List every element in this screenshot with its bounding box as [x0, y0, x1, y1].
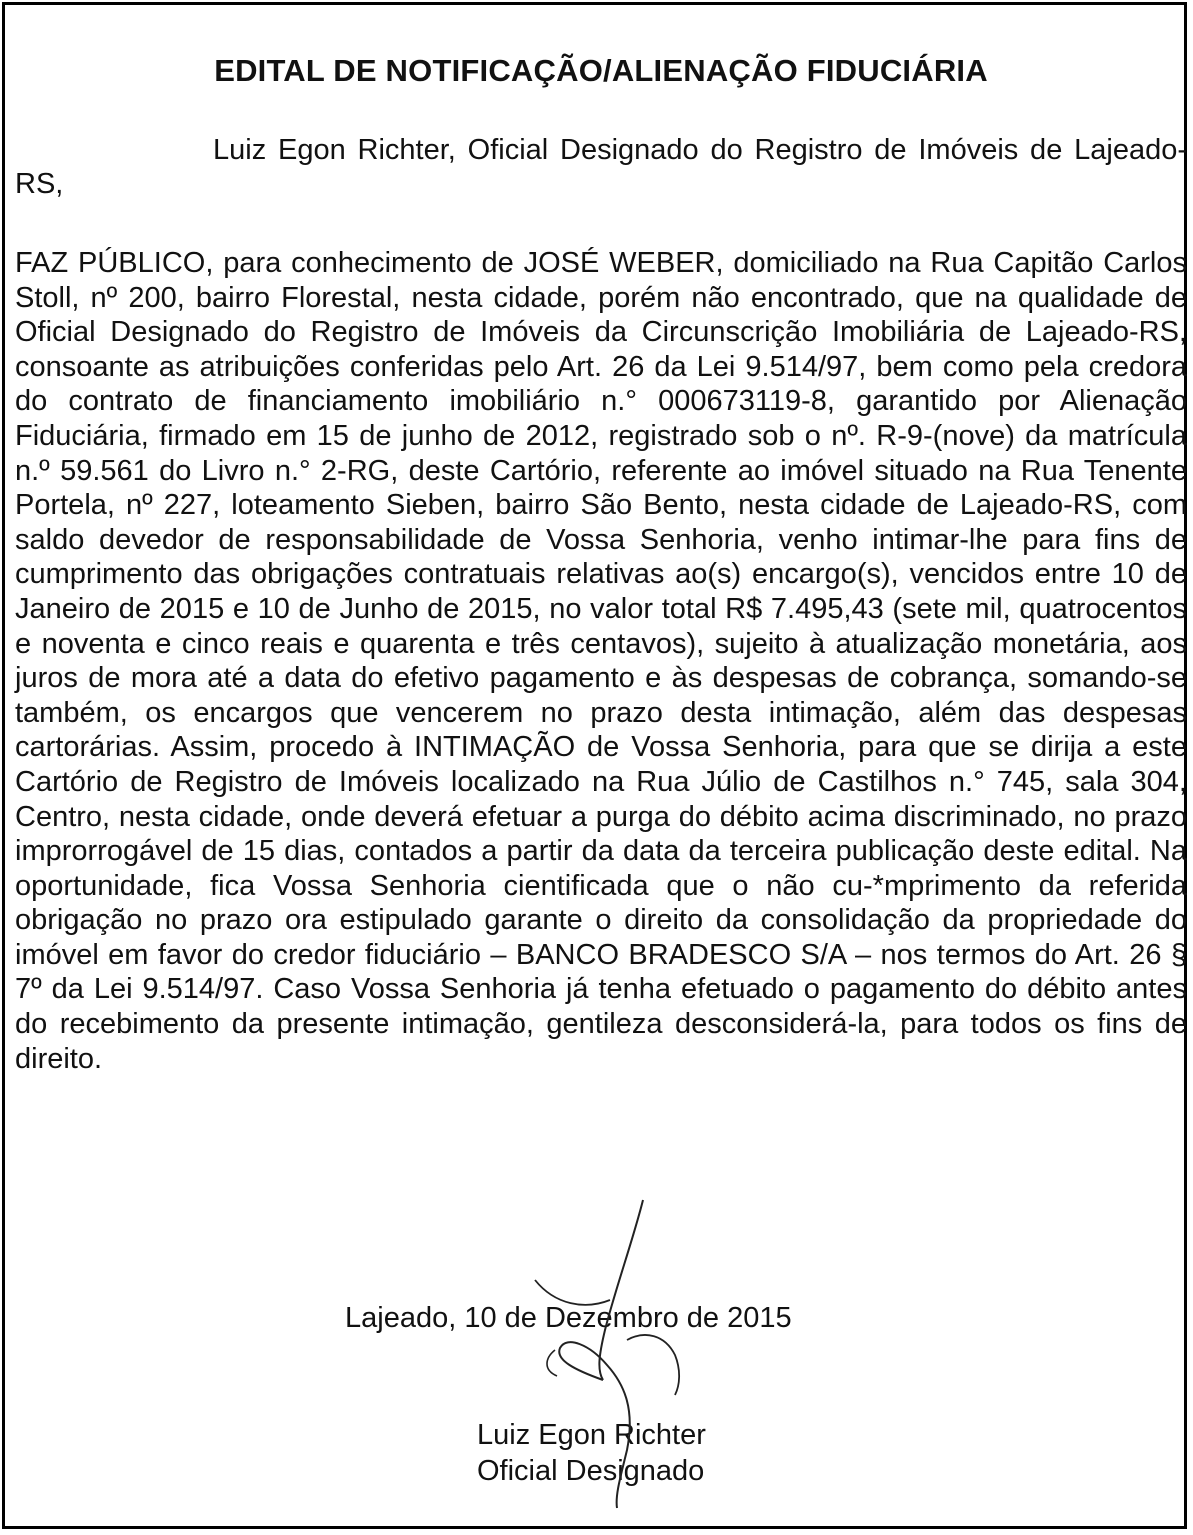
signer-name: Luiz Egon Richter — [477, 1419, 706, 1451]
handwritten-signature — [515, 1180, 735, 1510]
document-title: EDITAL DE NOTIFICAÇÃO/ALIENAÇÃO FIDUCIÁRIA — [214, 53, 988, 88]
signer-role: Oficial Designado — [477, 1455, 705, 1487]
document-frame — [2, 2, 1187, 1529]
date-line: Lajeado, 10 de Dezembro de 2015 — [345, 1302, 792, 1334]
body-paragraph: FAZ PÚBLICO, para conhecimento de JOSÉ WEBER, domiciliado na Rua Capitão Carlos Stoll, nº 200, bairro Florestal, nesta cidade, porém não encontrado, que na qualidade de Oficial Designado do Registro de Imóveis da Circunscrição Imobiliária de Lajeado-RS, consoante as atribuições conferidas pelo Art. 26 da Lei 9.514/97, bem como pela credora do contrato de financiamento imobiliário n.° 000673119-8, garantido por Alienação Fiduciária, firmado em 15 de junho de 2012, registrado sob o nº. R-9-(nove) da matrícula n.º 59.561 do Livro n.° 2-RG, deste Cartório, referente ao imóvel situado na Rua Tenente Portela, nº 227, loteamento Sieben, bairro São Bento, nesta cidade de Lajeado-RS, com saldo devedor de responsabilidade de Vossa Senhoria, venho intimar-lhe para fins de cumprimento das obrigações contratuais relativas ao(s) encargo(s), vencidos entre 10 de Janeiro de 2015 e 10 de Junho de 2015, no valor total R$ 7.495,43 (sete mil, quatrocentos e noventa e cinco reais e quarenta e três centavos), sujeito à atualização monetária, aos juros de mora até a data do efetivo pagamento e às despesas de cobrança, somando-se também, os encargos que vencerem no prazo desta intimação, além das despesas cartorárias. Assim, procedo à INTIMAÇÃO de Vossa Senhoria, para que se dirija a este Cartório de Registro de Imóveis localizado na Rua Júlio de Castilhos n.° 745, sala 304, Centro, nesta cidade, onde deverá efetuar a purga do débito acima discriminado, no prazo improrrogável de 15 dias, contados a partir da data da terceira publicação deste edital. Na oportunidade, fica Vossa Senhoria cientificada que o não cu-*mprimento da referida obrigação no prazo ora estipulado garante o direito da consolidação da propriedade do imóvel em favor do credor fiduciário – BANCO BRADESCO S/A – nos termos do Art. 26 § 7º da Lei 9.514/97. Caso Vossa Senhoria já tenha efetuado o pagamento do débito antes do recebimento da presente intimação, gentileza desconsiderá-la, para todos os fins de direito. — [15, 247, 1187, 1075]
intro-paragraph: Luiz Egon Richter, Oficial Designado do Registro de Imóveis de Lajeado-RS, — [15, 134, 1187, 200]
